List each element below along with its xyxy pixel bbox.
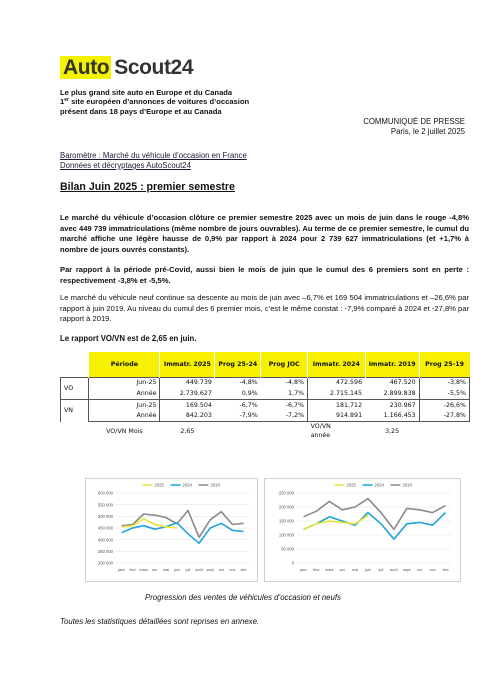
press-release-block [363, 117, 465, 137]
ratio-year-label-line-1: VO/VN [310, 423, 331, 431]
table-row [61, 377, 470, 388]
table-cell: 169.504 [160, 399, 215, 410]
y-tick-label: 300 000 [97, 560, 113, 566]
tagline-ordinal: 1 [60, 97, 65, 107]
table-header-empty [61, 352, 89, 377]
series-line-2019 [304, 499, 446, 530]
table-cell: 842.203 [160, 411, 215, 422]
vn-sales-chart-svg [265, 479, 460, 581]
legend-label: 2024 [182, 482, 192, 488]
table-header-cell: Période [89, 352, 160, 377]
table-header-cell: Immatr. 2025 [160, 352, 215, 377]
y-tick-label: 200 000 [278, 504, 294, 510]
ratio-year-label [308, 422, 366, 441]
legend-label: 2024 [374, 482, 384, 488]
table-header-row [61, 352, 470, 377]
x-tick-label: août [390, 567, 398, 572]
x-tick-label: mai [351, 567, 359, 572]
table-cell: 2.739.627 [160, 388, 215, 399]
table-cell: 2.899.838 [365, 388, 419, 399]
table-cell: -7,2% [261, 411, 308, 422]
x-tick-label: févr [313, 567, 320, 572]
tagline-line-3: présent dans 18 pays d’Europe et au Canada [60, 106, 222, 116]
barometer-line-2: Données et décryptages AutoScout24 [60, 161, 191, 170]
x-tick-label: avr [339, 567, 345, 572]
table-cell: 0,9% [215, 388, 261, 399]
x-tick-label: sept [403, 567, 411, 572]
series-line-2024 [122, 523, 244, 543]
press-release-date: Paris, le 2 juillet 2025 [390, 127, 465, 136]
x-tick-label: févr [129, 567, 136, 572]
x-tick-label: juin [173, 567, 180, 572]
y-tick-label: 0 [291, 560, 294, 566]
x-tick-label: mai [162, 567, 170, 572]
table-cell: 467.520 [365, 377, 419, 388]
category-cell: VN [61, 399, 89, 421]
legend-label: 2025 [154, 482, 164, 488]
tagline-line-1: Le plus grand site auto en Europe et du Canada [60, 88, 233, 97]
x-tick-label: nov [229, 567, 236, 572]
vo-sales-chart [85, 478, 258, 582]
ratio-year-label-line-2: année [310, 432, 331, 440]
table-cell: 449.739 [160, 377, 215, 388]
x-tick-label: mars [139, 567, 149, 572]
chart-caption: Progression des ventes de véhicules d’occasion et neufs [145, 593, 341, 602]
table-cell: 2.715.145 [308, 388, 366, 399]
legend-label: 2019 [210, 482, 220, 488]
vo-sales-chart-svg [86, 479, 257, 581]
legend-label: 2019 [402, 482, 412, 488]
x-tick-label: janv [117, 567, 126, 572]
table-cell: 230.967 [365, 399, 419, 410]
x-tick-label: juil [378, 567, 384, 572]
logo-auto: Auto [60, 56, 111, 79]
table-cell: -7,9% [215, 411, 261, 422]
table-cell: Année [89, 411, 160, 422]
ratio-month-label: VO/VN Mois [106, 427, 143, 435]
tagline-ordinal-suffix: er [64, 97, 69, 104]
registrations-table [60, 352, 470, 440]
press-release-label: COMMUNIQUÉ DE PRESSE [363, 117, 465, 126]
table-header-cell: Prog JOC [261, 352, 308, 377]
table-row [61, 411, 470, 422]
table-row [61, 388, 470, 399]
table-cell: Jun-25 [89, 377, 160, 388]
paragraph-pre-covid: Par rapport à la période pré-Covid, aussi bien le mois de juin que le cumul des 6 premiers sont en perte : respectivement -3,8% et -5,5%. [60, 265, 469, 285]
tagline-line-2 [60, 97, 390, 106]
x-tick-label: déc [442, 567, 449, 572]
x-tick-label: sept [206, 567, 214, 572]
x-tick-label: nov [429, 567, 436, 572]
y-tick-label: 100 000 [278, 532, 294, 538]
y-tick-label: 350 000 [97, 548, 113, 554]
ratio-year-value: 3,25 [385, 427, 400, 435]
series-line-2025 [122, 519, 178, 528]
tagline-line-2-text: site européen d’annonces de voitures d’occasion [68, 97, 250, 107]
table-cell-empty [61, 422, 89, 441]
y-tick-label: 250 000 [278, 490, 294, 496]
y-tick-label: 450 000 [97, 525, 113, 531]
table-cell: -27,8% [419, 411, 469, 422]
table-cell: -3,8% [419, 377, 469, 388]
barometer-line-1: Baromètre : Marché du véhicule d’occasion en France [60, 151, 247, 160]
x-tick-label: juin [365, 567, 372, 572]
series-line-2019 [122, 511, 244, 538]
y-tick-label: 550 000 [97, 502, 113, 508]
legend-label: 2025 [346, 482, 356, 488]
table-cell: Année [89, 388, 160, 399]
table-cell: 472.596 [308, 377, 366, 388]
x-tick-label: janv [299, 567, 308, 572]
series-line-2025 [304, 515, 369, 529]
table-cell: -5,5% [419, 388, 469, 399]
table-cell: -26,6% [419, 399, 469, 410]
table-cell: -4,8% [261, 377, 308, 388]
x-tick-label: avr [152, 567, 158, 572]
table-cell: Jun-25 [89, 399, 160, 410]
table-cell: -6,7% [261, 399, 308, 410]
paragraph-vo-june: Le marché du véhicule d’occasion clôture ce premier semestre 2025 avec un mois de juin dans le rouge -4,8% avec 449 739 immatriculations (même nombre de jours ouvrables). Au terme de ce premier semestre, le cumul du marché affiche une légère hausse de 0,9% par rapport à 2024 pour 2 739 627 immatriculations (et +1,7% à nombre de jours ouvrés constants). [60, 213, 469, 254]
y-tick-label: 600 000 [97, 490, 113, 496]
table-cell: 1.166.453 [365, 411, 419, 422]
y-tick-label: 400 000 [97, 537, 113, 543]
y-tick-label: 150 000 [278, 518, 294, 524]
y-tick-label: 50 000 [281, 546, 294, 552]
paragraph-vo-vn-ratio: Le rapport VO/VN est de 2,65 en juin. [60, 334, 197, 343]
category-cell: VO [61, 377, 89, 399]
table-cell: 181.712 [308, 399, 366, 410]
x-tick-label: oct [417, 567, 423, 572]
table-header-cell: Prog 25-19 [419, 352, 469, 377]
table-cell: 914.891 [308, 411, 366, 422]
table-cell: 1,7% [261, 388, 308, 399]
company-tagline [60, 88, 390, 116]
logo-scout24: Scout24 [114, 56, 194, 79]
ratio-row [61, 422, 470, 441]
x-tick-label: mars [324, 567, 334, 572]
table-cell-empty [419, 422, 469, 441]
annex-footnote: Toutes les statistiques détaillées sont reprises en annexe. [60, 617, 260, 626]
table-cell: -4,8% [215, 377, 261, 388]
table-header-cell: Immatr. 2019 [365, 352, 419, 377]
table-header-cell: Immatr. 2024 [308, 352, 366, 377]
x-tick-label: oct [218, 567, 224, 572]
table-cell-empty [261, 422, 308, 441]
x-tick-label: août [195, 567, 203, 572]
barometer-subtitle [60, 151, 247, 171]
table-row [61, 399, 470, 410]
table-header-cell: Prog 25-24 [215, 352, 261, 377]
x-tick-label: déc [240, 567, 247, 572]
ratio-month-value: 2,65 [180, 427, 195, 435]
y-tick-label: 500 000 [97, 513, 113, 519]
page-title: Bilan Juin 2025 : premier semestre [60, 181, 235, 193]
table-cell: -6,7% [215, 399, 261, 410]
table-cell-empty [215, 422, 261, 441]
x-tick-label: juil [185, 567, 191, 572]
autoscout24-logo [60, 56, 193, 80]
paragraph-vn-market: Le marché du véhicule neuf continue sa descente au mois de juin avec –6,7% et 169 504 immatriculations et –26,6% par rapport à juin 2019. Au niveau du cumul des 6 premier mois, c’est le même constat : -7,9% comparé à 2024 et -27,8% par rapport à 2019. [60, 293, 470, 324]
vn-sales-chart [264, 478, 461, 582]
